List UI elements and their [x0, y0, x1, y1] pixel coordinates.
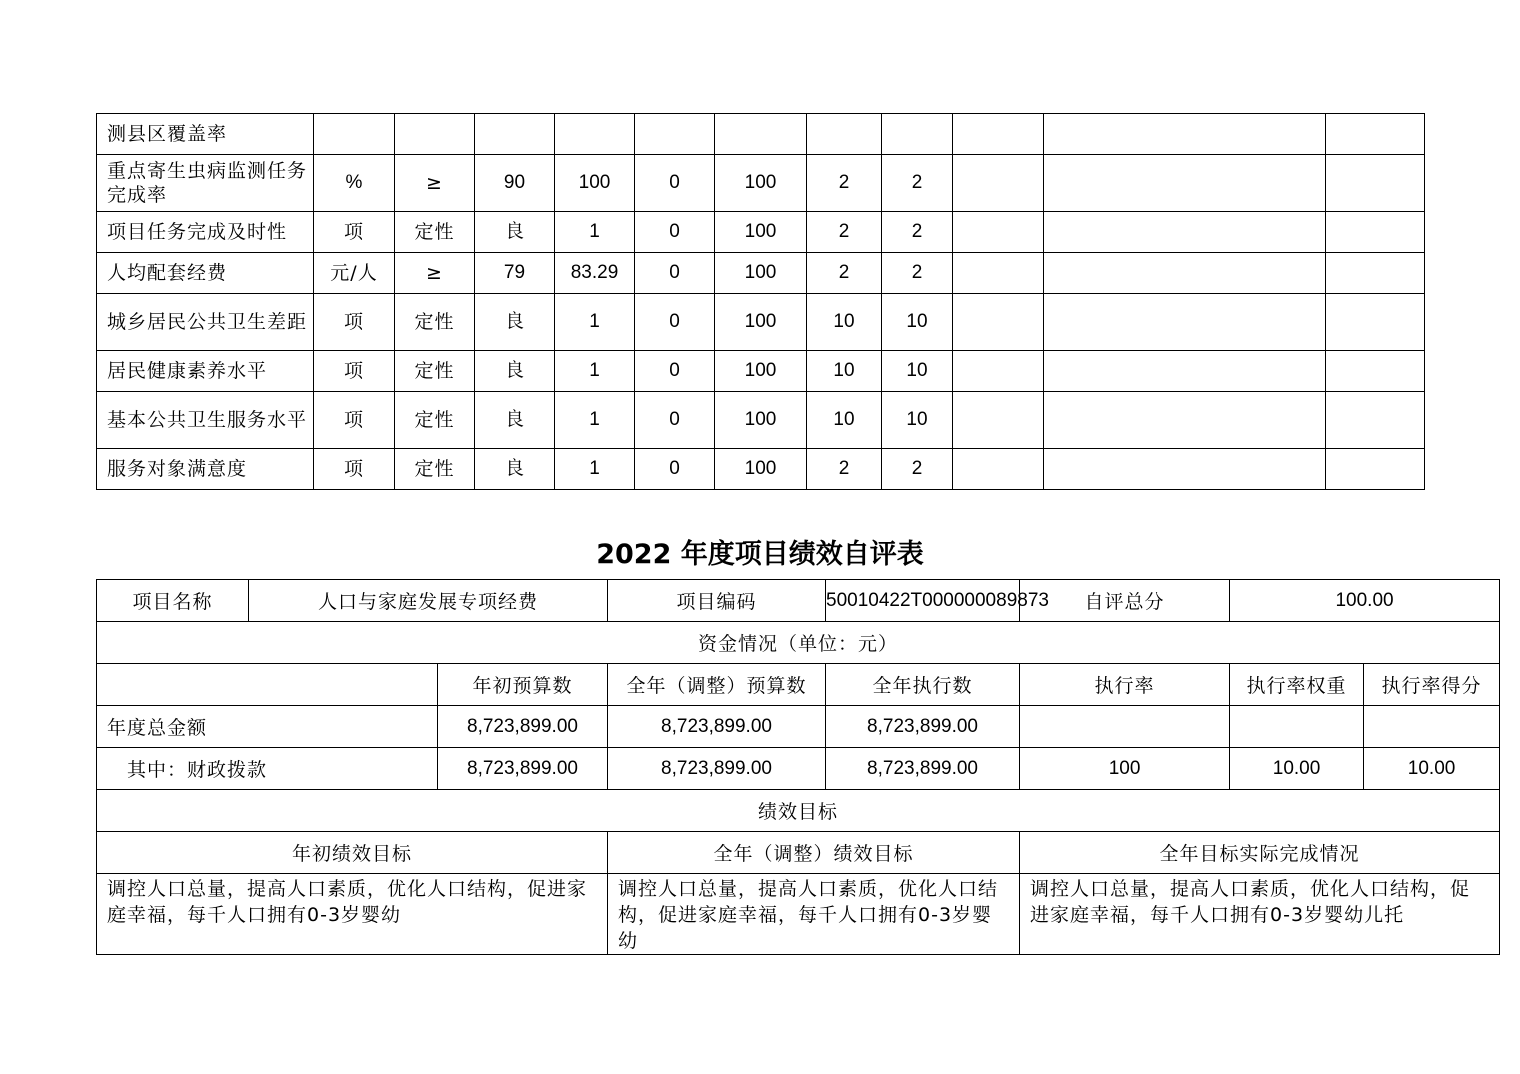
indicator-target: 良: [475, 294, 555, 351]
funds-row-label: 年度总金额: [97, 706, 438, 748]
indicator-actual: 100: [555, 155, 635, 212]
indicator-score: 2: [882, 253, 953, 294]
goals-section-title: 绩效目标: [97, 790, 1500, 832]
funds-header-row: [97, 664, 1500, 706]
indicator-remark: [1044, 449, 1326, 490]
indicator-weight: 10: [807, 392, 882, 449]
indicator-remark: [953, 351, 1044, 392]
funds-cell: 8,723,899.00: [608, 748, 826, 790]
goal-text-adjusted: 调控人口总量，提高人口素质，优化人口结构，促进家庭幸福，每千人口拥有0-3岁婴幼: [608, 874, 1020, 955]
indicator-operator: 定性: [395, 449, 475, 490]
project-code-label: 项目编码: [608, 580, 826, 622]
funds-cell: 10.00: [1364, 748, 1500, 790]
indicator-score: 2: [882, 155, 953, 212]
indicator-remark: [953, 155, 1044, 212]
indicator-lower: 0: [635, 351, 715, 392]
indicator-operator: [395, 114, 475, 155]
goal-text-actual: 调控人口总量，提高人口素质，优化人口结构，促进家庭幸福，每千人口拥有0-3岁婴幼儿托: [1020, 874, 1500, 955]
indicator-lower: 0: [635, 449, 715, 490]
indicator-unit: 项: [314, 449, 395, 490]
indicator-remark: [1326, 212, 1425, 253]
goals-header-adjusted: 全年（调整）绩效目标: [608, 832, 1020, 874]
indicator-name: 居民健康素养水平: [97, 351, 314, 392]
funds-section-title: 资金情况（单位：元）: [97, 622, 1500, 664]
goals-header-actual: 全年目标实际完成情况: [1020, 832, 1500, 874]
indicator-name: 人均配套经费: [97, 253, 314, 294]
indicator-remark: [953, 253, 1044, 294]
indicator-lower: 0: [635, 294, 715, 351]
indicator-operator: ≥: [395, 253, 475, 294]
indicator-actual: 1: [555, 294, 635, 351]
project-performance-table: [96, 579, 1500, 955]
funds-header-rate-weight: 执行率权重: [1230, 664, 1364, 706]
project-name-value: 人口与家庭发展专项经费: [249, 580, 608, 622]
funds-cell: 8,723,899.00: [608, 706, 826, 748]
indicator-row: [97, 114, 1425, 155]
indicator-table: [96, 113, 1425, 490]
indicator-operator: 定性: [395, 294, 475, 351]
indicator-weight: [807, 114, 882, 155]
indicator-row: [97, 294, 1425, 351]
indicator-lower: 0: [635, 155, 715, 212]
indicator-remark: [1326, 253, 1425, 294]
indicator-name: 项目任务完成及时性: [97, 212, 314, 253]
funds-cell: 8,723,899.00: [826, 748, 1020, 790]
indicator-actual: 1: [555, 351, 635, 392]
indicator-target: [475, 114, 555, 155]
indicator-target: 良: [475, 212, 555, 253]
funds-cell: 100: [1020, 748, 1230, 790]
indicator-weight: 2: [807, 253, 882, 294]
funds-cell: [1364, 706, 1500, 748]
indicator-target: 79: [475, 253, 555, 294]
goals-header-row: [97, 832, 1500, 874]
indicator-weight: 10: [807, 294, 882, 351]
funds-header-executed: 全年执行数: [826, 664, 1020, 706]
indicator-row: [97, 351, 1425, 392]
indicator-weight: 2: [807, 212, 882, 253]
self-score-label: 自评总分: [1020, 580, 1230, 622]
indicator-score: 2: [882, 212, 953, 253]
indicator-upper: 100: [715, 351, 807, 392]
indicator-remark: [953, 392, 1044, 449]
indicator-remark: [953, 449, 1044, 490]
indicator-row: [97, 155, 1425, 212]
indicator-remark: [1044, 114, 1326, 155]
indicator-unit: 项: [314, 392, 395, 449]
funds-row-fiscal: [97, 748, 1500, 790]
funds-header-initial-budget: 年初预算数: [438, 664, 608, 706]
funds-cell: 8,723,899.00: [826, 706, 1020, 748]
goals-section-row: [97, 790, 1500, 832]
indicator-target: 良: [475, 449, 555, 490]
funds-cell: 8,723,899.00: [438, 706, 608, 748]
indicator-remark: [1044, 351, 1326, 392]
indicator-remark: [1044, 155, 1326, 212]
indicator-score: 10: [882, 351, 953, 392]
indicator-unit: 项: [314, 351, 395, 392]
indicator-remark: [953, 294, 1044, 351]
indicator-upper: [715, 114, 807, 155]
funds-section-row: [97, 622, 1500, 664]
indicator-name: 重点寄生虫病监测任务完成率: [97, 155, 314, 212]
indicator-upper: 100: [715, 294, 807, 351]
indicator-row: [97, 212, 1425, 253]
indicator-operator: ≥: [395, 155, 475, 212]
project-info-row: [97, 580, 1500, 622]
funds-header-rate-score: 执行率得分: [1364, 664, 1500, 706]
funds-cell: [1230, 706, 1364, 748]
indicator-remark: [1326, 392, 1425, 449]
goals-header-initial: 年初绩效目标: [97, 832, 608, 874]
indicator-weight: 2: [807, 155, 882, 212]
funds-row-total: [97, 706, 1500, 748]
indicator-name: 城乡居民公共卫生差距: [97, 294, 314, 351]
project-code-value: 50010422T000000089873: [826, 580, 1020, 622]
page-title: 2022 年度项目绩效自评表: [596, 539, 924, 570]
indicator-name: 测县区覆盖率: [97, 114, 314, 155]
indicator-unit: 项: [314, 212, 395, 253]
indicator-weight: 10: [807, 351, 882, 392]
indicator-unit: 元/人: [314, 253, 395, 294]
indicator-weight: 2: [807, 449, 882, 490]
indicator-actual: 1: [555, 212, 635, 253]
indicator-target: 良: [475, 392, 555, 449]
indicator-score: 10: [882, 294, 953, 351]
funds-cell: [1020, 706, 1230, 748]
funds-cell: 8,723,899.00: [438, 748, 608, 790]
indicator-row: [97, 392, 1425, 449]
indicator-name: 服务对象满意度: [97, 449, 314, 490]
indicator-lower: [635, 114, 715, 155]
indicator-remark: [1326, 114, 1425, 155]
indicator-score: 2: [882, 449, 953, 490]
indicator-row: [97, 449, 1425, 490]
indicator-lower: 0: [635, 212, 715, 253]
indicator-actual: [555, 114, 635, 155]
indicator-remark: [1044, 253, 1326, 294]
indicator-name: 基本公共卫生服务水平: [97, 392, 314, 449]
indicator-lower: 0: [635, 253, 715, 294]
indicator-score: [882, 114, 953, 155]
indicator-upper: 100: [715, 155, 807, 212]
indicator-upper: 100: [715, 449, 807, 490]
indicator-operator: 定性: [395, 351, 475, 392]
indicator-unit: %: [314, 155, 395, 212]
indicator-upper: 100: [715, 253, 807, 294]
indicator-operator: 定性: [395, 212, 475, 253]
indicator-target: 良: [475, 351, 555, 392]
funds-header-blank: [97, 664, 438, 706]
indicator-actual: 1: [555, 449, 635, 490]
indicator-lower: 0: [635, 392, 715, 449]
project-name-label: 项目名称: [97, 580, 249, 622]
indicator-remark: [1044, 212, 1326, 253]
indicator-upper: 100: [715, 392, 807, 449]
indicator-operator: 定性: [395, 392, 475, 449]
indicator-remark: [1044, 294, 1326, 351]
funds-row-label: 其中：财政拨款: [97, 748, 438, 790]
indicator-upper: 100: [715, 212, 807, 253]
indicator-remark: [1326, 155, 1425, 212]
funds-header-adjusted-budget: 全年（调整）预算数: [608, 664, 826, 706]
indicator-remark: [953, 212, 1044, 253]
goal-text-initial: 调控人口总量，提高人口素质，优化人口结构，促进家庭幸福，每千人口拥有0-3岁婴幼: [97, 874, 608, 955]
indicator-target: 90: [475, 155, 555, 212]
indicator-unit: 项: [314, 294, 395, 351]
indicator-unit: [314, 114, 395, 155]
indicator-remark: [1044, 392, 1326, 449]
self-score-value: 100.00: [1230, 580, 1500, 622]
indicator-score: 10: [882, 392, 953, 449]
indicator-actual: 1: [555, 392, 635, 449]
funds-header-exec-rate: 执行率: [1020, 664, 1230, 706]
indicator-remark: [953, 114, 1044, 155]
indicator-actual: 83.29: [555, 253, 635, 294]
goals-text-row: [97, 874, 1500, 955]
indicator-remark: [1326, 294, 1425, 351]
indicator-remark: [1326, 351, 1425, 392]
indicator-remark: [1326, 449, 1425, 490]
indicator-row: [97, 253, 1425, 294]
funds-cell: 10.00: [1230, 748, 1364, 790]
